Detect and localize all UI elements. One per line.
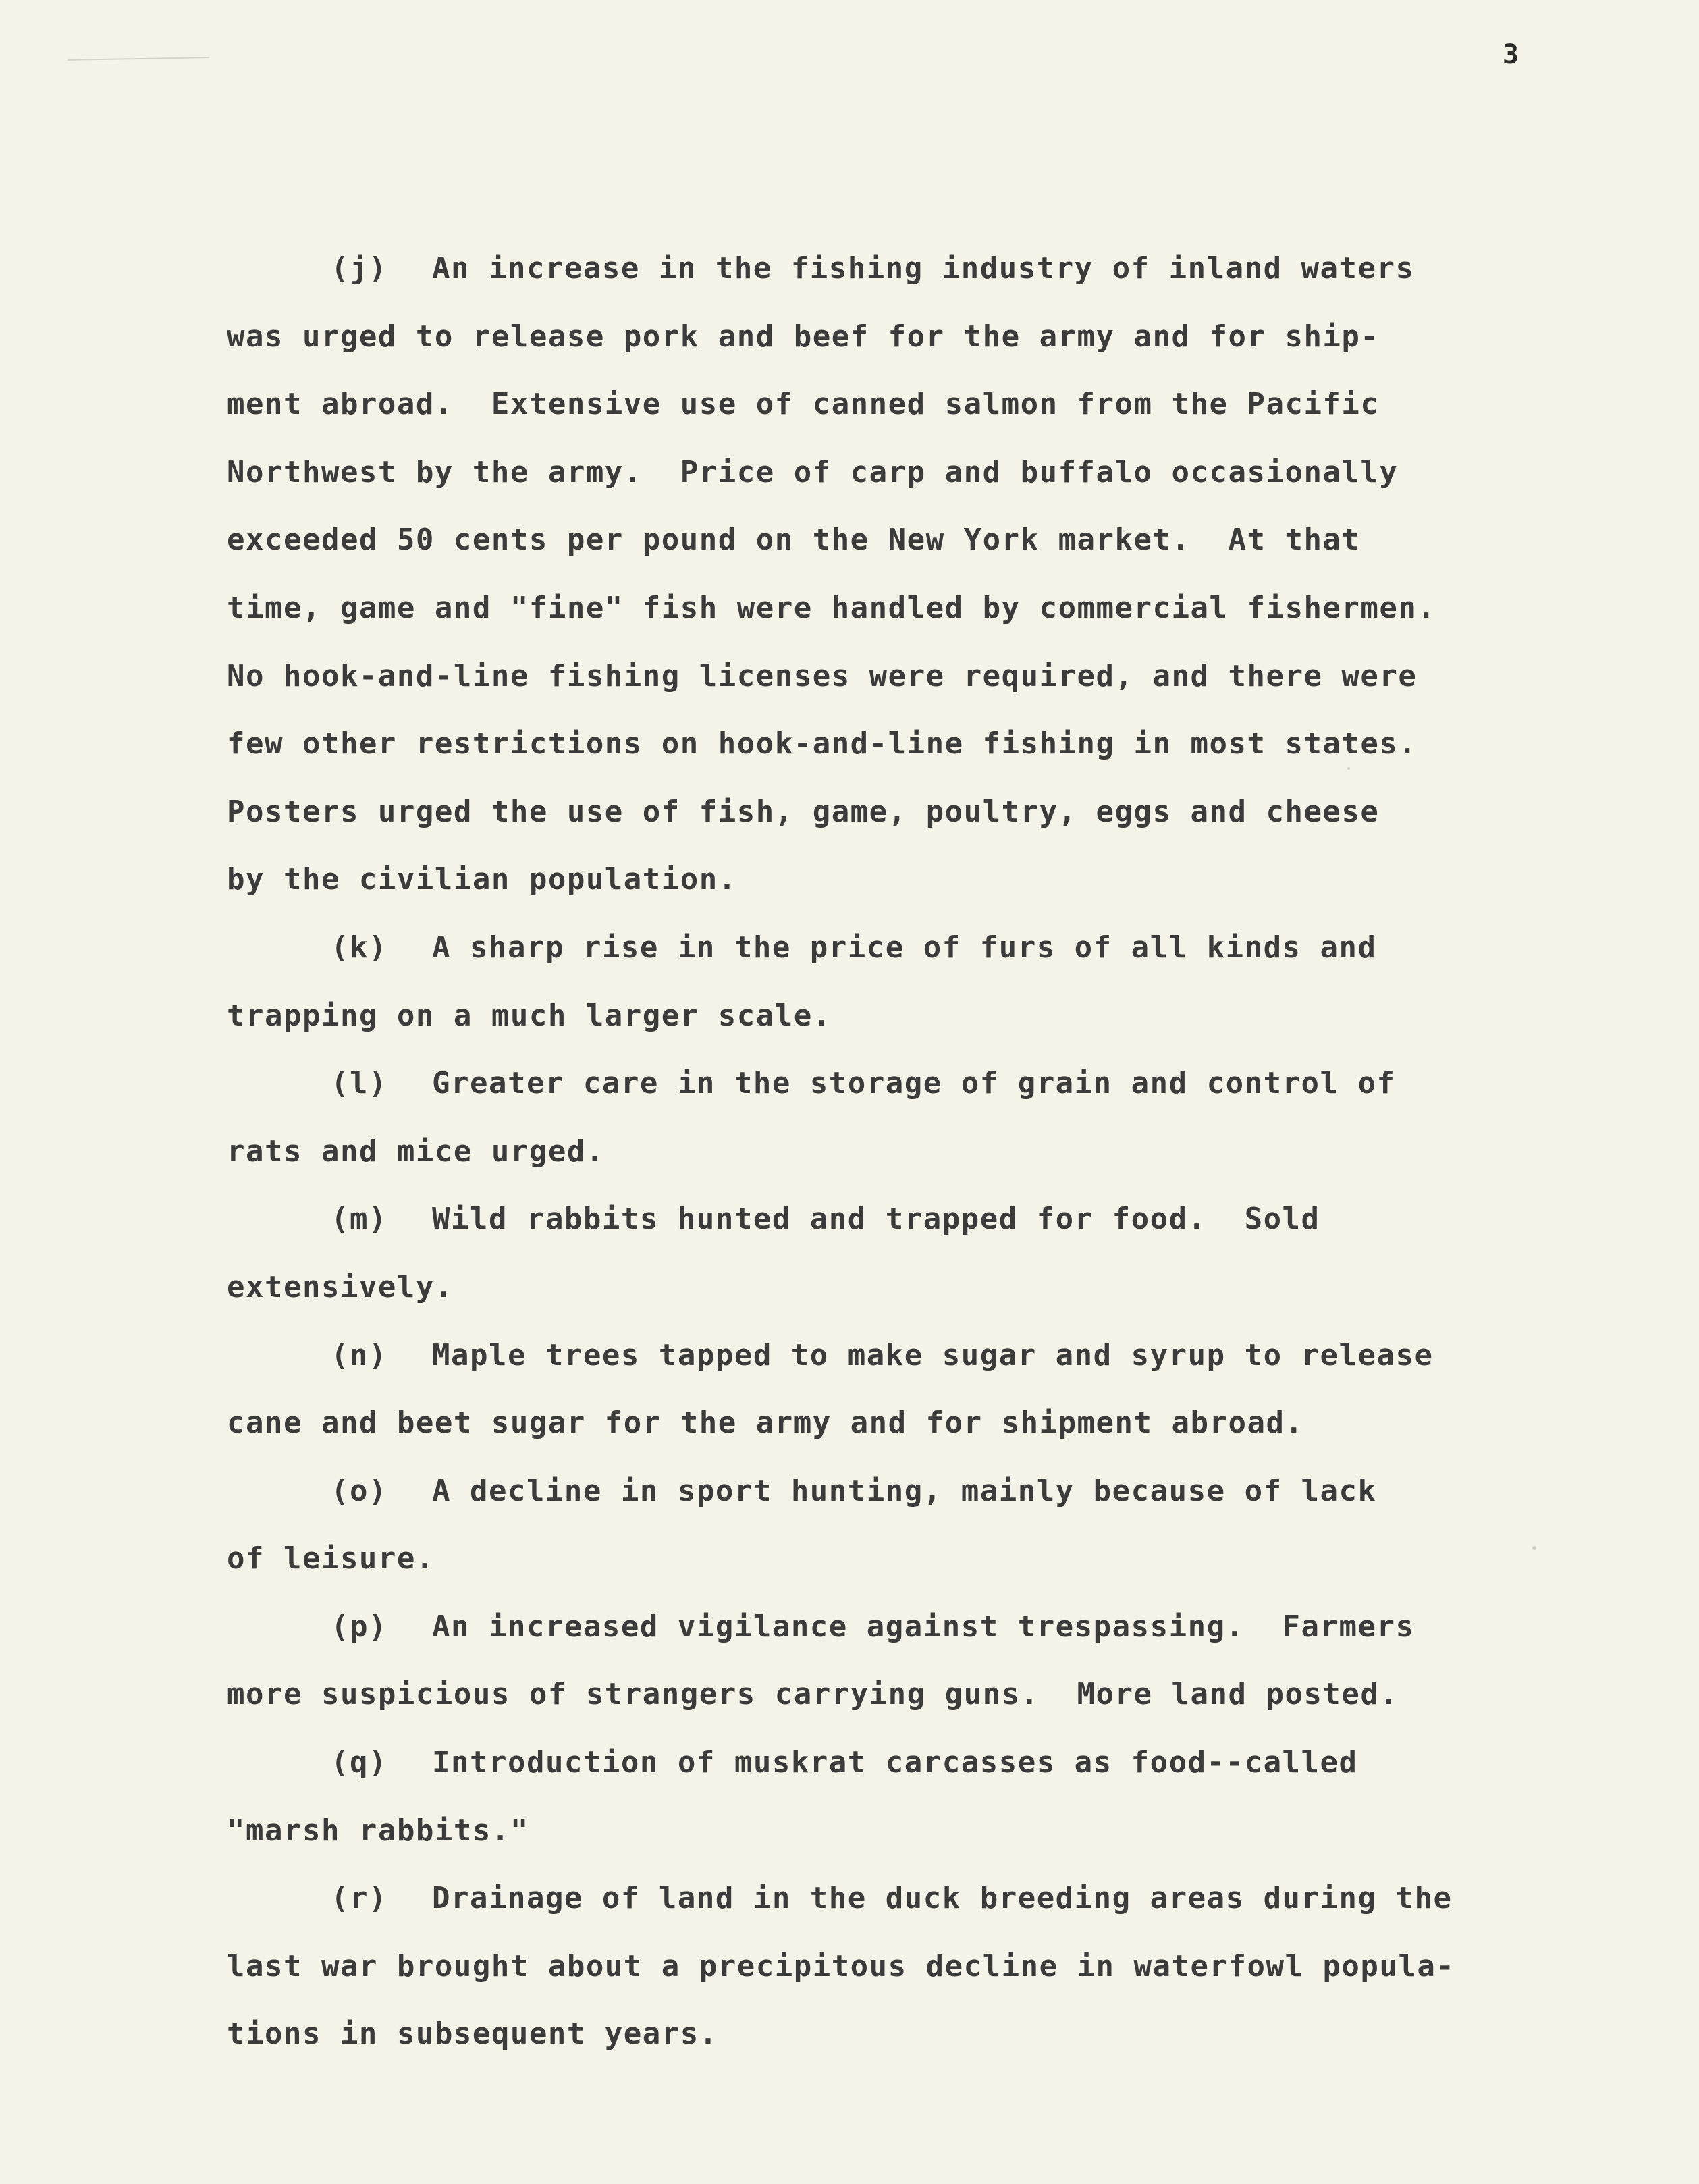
text-line: A decline in sport hunting, mainly because of lack bbox=[432, 1473, 1377, 1508]
body-text bbox=[227, 235, 1563, 2069]
text-line: was urged to release pork and beef for the army and for ship- bbox=[227, 319, 1380, 354]
paragraph-first-line bbox=[227, 235, 1563, 303]
paragraph-l bbox=[227, 1050, 1563, 1186]
text-line: last war brought about a precipitous decline in waterfowl popula- bbox=[227, 1948, 1455, 1983]
paragraph-first-line bbox=[227, 1865, 1563, 1933]
paragraph-label: (j) bbox=[331, 251, 387, 286]
text-line: trapping on a much larger scale. bbox=[227, 998, 832, 1033]
paragraph-o bbox=[227, 1458, 1563, 1593]
text-line: No hook-and-line fishing licenses were required, and there were bbox=[227, 658, 1418, 693]
paragraph-label: (q) bbox=[331, 1745, 387, 1780]
text-line: Wild rabbits hunted and trapped for food. Sold bbox=[432, 1202, 1320, 1237]
paragraph-first-line bbox=[227, 1593, 1563, 1661]
paper-smudge bbox=[68, 57, 209, 65]
paragraph-m bbox=[227, 1186, 1563, 1321]
text-line: of leisure. bbox=[227, 1541, 435, 1576]
text-line: An increase in the fishing industry of inland waters bbox=[432, 251, 1415, 286]
text-line: "marsh rabbits." bbox=[227, 1813, 529, 1848]
page-number: 3 bbox=[1503, 39, 1519, 70]
paragraph-first-line bbox=[227, 1050, 1563, 1118]
paragraph-label: (p) bbox=[331, 1609, 387, 1644]
text-line: cane and beet sugar for the army and for shipment abroad. bbox=[227, 1406, 1304, 1441]
text-line: time, game and "fine" fish were handled by commercial fishermen. bbox=[227, 590, 1436, 625]
paragraph-first-line bbox=[227, 1322, 1563, 1390]
text-line: by the civilian population. bbox=[227, 862, 737, 897]
text-line: extensively. bbox=[227, 1269, 454, 1304]
paragraph-first-line bbox=[227, 914, 1563, 982]
text-line: A sharp rise in the price of furs of all kinds and bbox=[432, 930, 1377, 965]
text-line: rats and mice urged. bbox=[227, 1134, 605, 1169]
paragraph-label: (m) bbox=[331, 1202, 387, 1237]
text-line: exceeded 50 cents per pound on the New York market. At that bbox=[227, 523, 1361, 558]
paragraph-label: (r) bbox=[331, 1881, 387, 1916]
text-line: few other restrictions on hook-and-line fishing in most states. bbox=[227, 726, 1418, 762]
paragraph-n bbox=[227, 1322, 1563, 1458]
paragraph-label: (o) bbox=[331, 1473, 387, 1508]
paragraph-first-line bbox=[227, 1458, 1563, 1526]
text-line: Greater care in the storage of grain and control of bbox=[432, 1066, 1396, 1101]
text-line: Northwest by the army. Price of carp and buffalo occasionally bbox=[227, 454, 1399, 489]
paragraph-j bbox=[227, 235, 1563, 914]
paragraph-r bbox=[227, 1865, 1563, 2069]
paragraph-label: (k) bbox=[331, 930, 387, 965]
text-line: Introduction of muskrat carcasses as food--called bbox=[432, 1745, 1358, 1780]
paragraph-k bbox=[227, 914, 1563, 1050]
paragraph-label: (l) bbox=[331, 1066, 387, 1101]
paragraph-label: (n) bbox=[331, 1337, 387, 1373]
text-line: ment abroad. Extensive use of canned salmon from the Pacific bbox=[227, 387, 1380, 422]
text-line: Drainage of land in the duck breeding areas during the bbox=[432, 1881, 1453, 1916]
text-line: tions in subsequent years. bbox=[227, 2017, 718, 2052]
text-line: An increased vigilance against trespassing. Farmers bbox=[432, 1609, 1415, 1644]
paragraph-q bbox=[227, 1729, 1563, 1865]
text-line: Maple trees tapped to make sugar and syrup to release bbox=[432, 1337, 1434, 1373]
paragraph-first-line bbox=[227, 1729, 1563, 1797]
paragraph-first-line bbox=[227, 1186, 1563, 1254]
text-line: Posters urged the use of fish, game, poultry, eggs and cheese bbox=[227, 794, 1380, 829]
paragraph-p bbox=[227, 1593, 1563, 1729]
text-line: more suspicious of strangers carrying guns. More land posted. bbox=[227, 1677, 1399, 1712]
